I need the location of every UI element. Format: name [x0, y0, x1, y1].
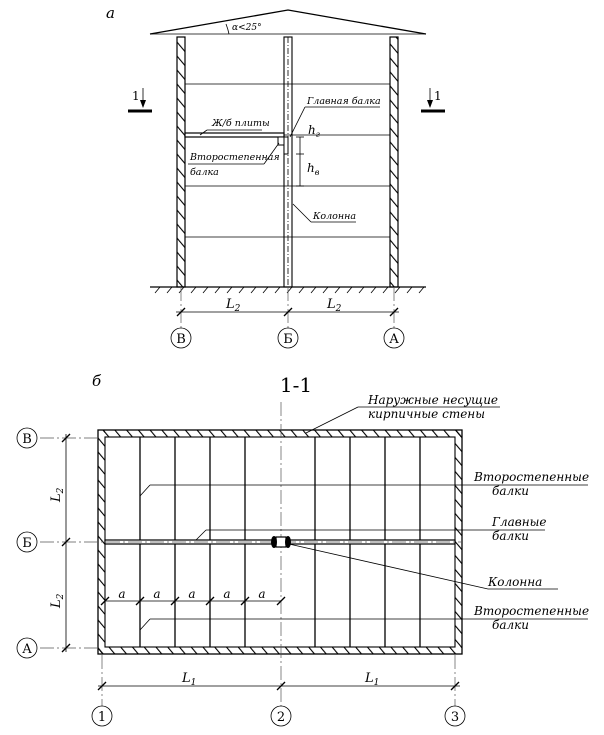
cut-marker-left — [128, 88, 152, 111]
plan-letter: б — [92, 372, 102, 390]
spacing-label: a — [118, 587, 126, 601]
axis-bubble-b-section — [278, 328, 298, 348]
secondary-beam-label-2: балка — [190, 167, 219, 178]
column-plan — [276, 537, 286, 547]
secondary-top-label-2: балки — [492, 484, 530, 498]
span-label-right: $L_2$ — [327, 297, 342, 314]
h-sec-label: $h_в$ — [307, 161, 320, 177]
spacing-label: a — [153, 587, 161, 601]
svg-text:В: В — [176, 332, 186, 347]
plan-title: 1-1 — [279, 373, 313, 397]
spacing-label: a — [258, 587, 266, 601]
main-beam-section — [284, 137, 288, 154]
svg-text:2: 2 — [276, 710, 286, 725]
wall-hatch-bottom — [98, 647, 462, 654]
leader-line — [293, 204, 311, 222]
column-label: Колонна — [313, 211, 357, 222]
section-letter: а — [106, 4, 115, 22]
axis-bubble-a-section — [384, 328, 404, 348]
column-cap-right — [285, 536, 291, 548]
svg-text:А: А — [389, 332, 399, 347]
span-x-label-right: $L_1$ — [365, 671, 380, 688]
secondary-top-label-1: Второстепенные — [474, 470, 590, 484]
main-beams-label-1: Главные — [492, 515, 547, 529]
axis-bubble-3-plan — [445, 706, 465, 726]
plan-view — [17, 372, 589, 726]
svg-text:1: 1 — [132, 89, 140, 103]
main-beams-label-2: балки — [492, 529, 530, 543]
cut-marker-right — [421, 88, 445, 111]
column-plan-label: Колонна — [488, 575, 543, 589]
ground-hatch — [155, 287, 424, 293]
walls-label-2: кирпичные стены — [368, 407, 485, 421]
svg-text:3: 3 — [450, 710, 460, 725]
svg-text:Б: Б — [283, 332, 293, 347]
svg-text:1: 1 — [97, 710, 107, 725]
walls-label-1: Наружные несущие — [368, 393, 499, 407]
svg-text:А: А — [22, 642, 32, 657]
axis-bubble-v-section — [171, 328, 191, 348]
span-y-label-bottom: $L_2$ — [49, 593, 66, 608]
wall-hatch-top — [98, 430, 462, 437]
roof-angle-label: α<25° — [232, 23, 262, 33]
svg-text:В: В — [22, 432, 32, 447]
main-beam-label: Главная балка — [307, 96, 381, 107]
column-cap-left — [271, 536, 277, 548]
secondary-beam-label-1: Второстепенная — [190, 152, 280, 163]
span-y-label-top: $L_2$ — [49, 487, 66, 502]
axis-bubble-1-plan — [92, 706, 112, 726]
axis-bubble-v-plan — [17, 428, 37, 448]
svg-text:Б: Б — [22, 536, 32, 551]
spacing-label: a — [188, 587, 196, 601]
svg-text:1: 1 — [434, 89, 442, 103]
slab — [185, 133, 284, 137]
right-wall-hatch — [390, 37, 398, 287]
section-view — [106, 4, 445, 348]
axis-bubble-a-plan — [17, 638, 37, 658]
axis-bubble-b-plan — [17, 532, 37, 552]
secondary-bottom-label-1: Второстепенные — [474, 604, 590, 618]
left-wall-hatch — [177, 37, 185, 287]
span-label-left: $L_2$ — [226, 297, 241, 314]
spacing-label: a — [223, 587, 231, 601]
roof-line — [150, 10, 426, 34]
leader-line — [306, 407, 358, 433]
roof-angle-arc — [226, 24, 229, 34]
axis-bubble-2-plan — [271, 706, 291, 726]
slab-label: Ж/б плиты — [212, 118, 270, 129]
span-x-label-left: $L_1$ — [182, 671, 197, 688]
h-main-label: $h_г$ — [308, 123, 320, 139]
secondary-bottom-label-2: балки — [492, 618, 530, 632]
